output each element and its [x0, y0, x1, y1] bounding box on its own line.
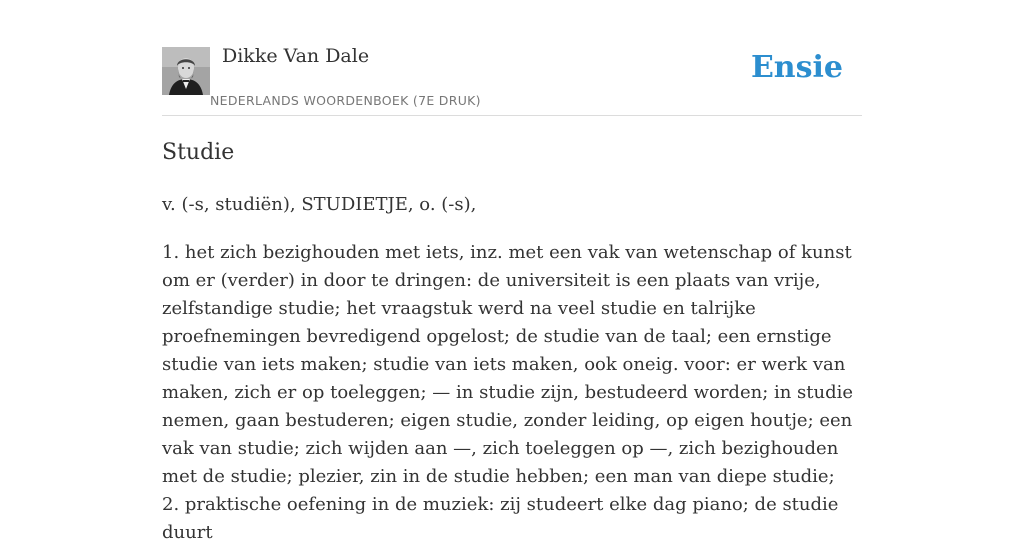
source-label: NEDERLANDS WOORDENBOEK (7E DRUK): [210, 93, 481, 108]
entry-title: Studie: [162, 140, 235, 165]
definition-sense-2: 2. praktische oefening in de muziek: zij studeert elke dag piano; de studie duurt: [162, 494, 839, 543]
page: [162, 0, 862, 543]
entry-definition: [162, 239, 862, 547]
brand-logo[interactable]: Ensie: [750, 50, 843, 85]
author-name[interactable]: Dikke Van Dale: [222, 45, 370, 67]
avatar[interactable]: [162, 47, 210, 95]
entry-grammar: v. (-s, studiën), STUDIETJE, o. (-s),: [162, 194, 477, 215]
definition-sense-1: 1. het zich bezighouden met iets, inz. met een vak van wetenschap of kunst om er (verder) in door te dringen: de universiteit is een plaats van vrije, zelfstandige studie; het vraagstuk werd na veel studie en talrijke proefnemingen bevredigend opgelost; de studie van de taal; een ernstige studie van iets maken; studie van iets maken, ook oneig. voor: er werk van maken, zich er op toeleggen; — in studie zijn, bestudeerd worden; in studie nemen, gaan bestuderen; eigen studie, zonder leiding, op eigen houtje; een vak van studie; zich wijden aan —, zich toeleggen op —, zich bezighouden met de studie; plezier, zin in de studie hebben; een man van diepe studie;: [162, 242, 854, 487]
portrait-icon: [162, 47, 210, 95]
header: [162, 0, 862, 116]
